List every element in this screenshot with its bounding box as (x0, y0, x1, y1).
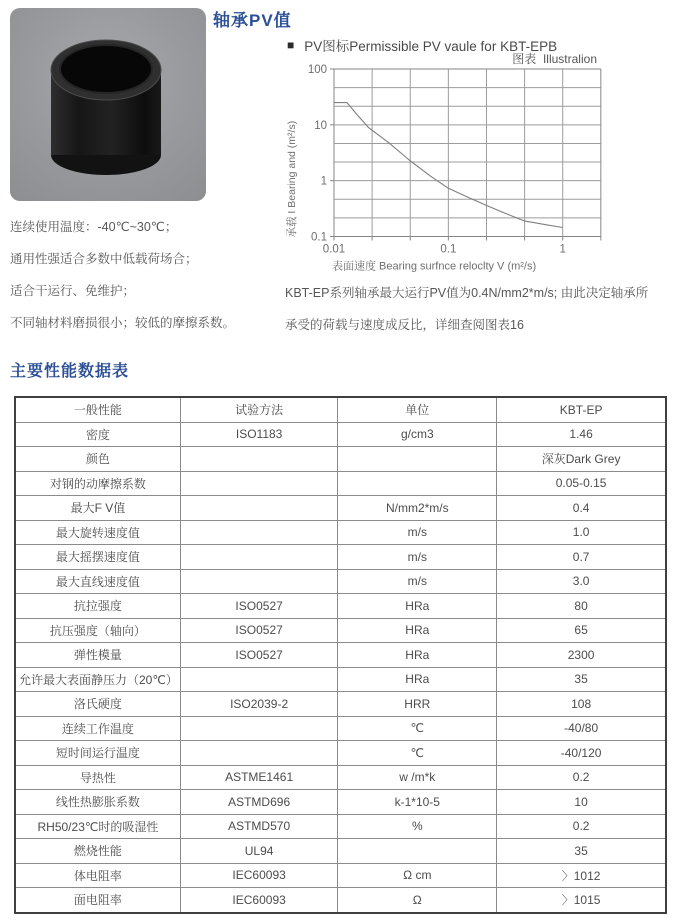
table-row (15, 496, 666, 521)
table-cell: ASTMD570 (180, 814, 338, 839)
y-tick-label: 100 (307, 64, 327, 76)
table-cell: 对钢的动摩擦系数 (15, 471, 180, 496)
table-cell (180, 716, 338, 741)
table-row (15, 569, 666, 594)
table-cell: 0.05-0.15 (497, 471, 666, 496)
table-row (15, 814, 666, 839)
x-tick-label: 0.01 (322, 243, 346, 256)
pv-chart (280, 55, 675, 277)
y-tick-label: 0.1 (311, 231, 327, 244)
table-cell: ISO0527 (180, 618, 338, 643)
table-cell: 80 (497, 594, 666, 619)
table-cell (180, 545, 338, 570)
table-cell: 〉1015 (497, 888, 666, 913)
table-cell: 1.0 (497, 520, 666, 545)
table-cell: 35 (497, 667, 666, 692)
table-cell: Ω cm (338, 863, 497, 888)
table-cell: 燃烧性能 (15, 839, 180, 864)
feature-item: 连续使用温度：-40℃~30℃； (10, 220, 178, 234)
table-cell: 〉1012 (497, 863, 666, 888)
table-cell: -40/120 (497, 741, 666, 766)
feature-item: 适合干运行、免维护； (10, 284, 136, 298)
table-cell: 连续工作温度 (15, 716, 180, 741)
table-cell: 面电阻率 (15, 888, 180, 913)
table-cell (180, 496, 338, 521)
table-cell: 深灰Dark Grey (497, 447, 666, 472)
table-row (15, 765, 666, 790)
table-cell: 0.7 (497, 545, 666, 570)
table-cell: ASTME1461 (180, 765, 338, 790)
table-cell: 密度 (15, 422, 180, 447)
table-cell: HRa (338, 667, 497, 692)
table-cell: 2300 (497, 643, 666, 668)
table-cell: 0.2 (497, 814, 666, 839)
table-row (15, 520, 666, 545)
table-cell: 3.0 (497, 569, 666, 594)
pv-notes (285, 281, 679, 345)
table-row (15, 888, 666, 913)
y-tick-label: 1 (320, 175, 327, 188)
table-cell (180, 520, 338, 545)
table-cell: UL94 (180, 839, 338, 864)
table-cell: 抗压强度（轴向） (15, 618, 180, 643)
pv-note-line: 承受的荷载与速度成反比，详细查阅图表16 (285, 318, 524, 332)
table-cell: 最大F V值 (15, 496, 180, 521)
table-cell: 35 (497, 839, 666, 864)
table-row (15, 741, 666, 766)
table-cell: ISO2039-2 (180, 692, 338, 717)
table-cell: 颜色 (15, 447, 180, 472)
table-cell: 0.2 (497, 765, 666, 790)
performance-table-body (15, 422, 666, 913)
table-cell: 0.4 (497, 496, 666, 521)
table-cell: ISO1183 (180, 422, 338, 447)
table-cell (338, 447, 497, 472)
table-cell (180, 569, 338, 594)
table-row (15, 594, 666, 619)
table-cell: HRa (338, 594, 497, 619)
bullet-square-icon: ■ (287, 38, 295, 52)
table-cell: HRR (338, 692, 497, 717)
feature-list (10, 211, 282, 339)
product-photo (10, 8, 206, 201)
table-row (15, 545, 666, 570)
table-cell: 短时间运行温度 (15, 741, 180, 766)
table-cell: HRa (338, 643, 497, 668)
table-title: 主要性能数据表 (10, 363, 130, 380)
table-cell: m/s (338, 545, 497, 570)
bushing-illustration (10, 8, 206, 201)
table-cell: 1.46 (497, 422, 666, 447)
table-cell: RH50/23℃时的吸湿性 (15, 814, 180, 839)
table-cell: 最大直线速度值 (15, 569, 180, 594)
table-header-row (15, 397, 666, 422)
table-header-cell: 单位 (338, 397, 497, 422)
table-cell: Ω (338, 888, 497, 913)
table-cell: g/cm3 (338, 422, 497, 447)
table-cell: m/s (338, 520, 497, 545)
table-cell: 108 (497, 692, 666, 717)
table-cell: HRa (338, 618, 497, 643)
table-cell (180, 447, 338, 472)
x-tick-label: 1 (559, 243, 566, 256)
table-cell: ℃ (338, 716, 497, 741)
table-cell (338, 839, 497, 864)
chart-heading-text: PV图标Permissible PV vaule for KBT-EPB (304, 39, 558, 54)
table-cell: IEC60093 (180, 888, 338, 913)
table-cell: N/mm2*m/s (338, 496, 497, 521)
y-tick-label: 10 (314, 119, 327, 132)
table-cell: 体电阻率 (15, 863, 180, 888)
table-cell: ISO0527 (180, 643, 338, 668)
table-cell: ISO0527 (180, 594, 338, 619)
performance-table (14, 396, 667, 914)
table-row (15, 422, 666, 447)
chart-caption: 图表 Illustralion (512, 52, 597, 66)
table-row (15, 643, 666, 668)
table-row (15, 618, 666, 643)
table-cell (180, 471, 338, 496)
table-row (15, 471, 666, 496)
table-cell: w /m*k (338, 765, 497, 790)
table-cell: 洛氏硬度 (15, 692, 180, 717)
table-cell (180, 667, 338, 692)
table-cell: 导热性 (15, 765, 180, 790)
table-cell: 弹性模量 (15, 643, 180, 668)
table-row (15, 839, 666, 864)
table-row (15, 790, 666, 815)
performance-table-head (15, 397, 666, 422)
table-cell: % (338, 814, 497, 839)
table-cell: ASTMD696 (180, 790, 338, 815)
table-row (15, 447, 666, 472)
table-cell: k-1*10-5 (338, 790, 497, 815)
table-cell: 线性热膨胀系数 (15, 790, 180, 815)
table-row (15, 863, 666, 888)
page-title: 轴承PV值 (213, 11, 292, 30)
table-header-cell: KBT-EP (497, 397, 666, 422)
table-row (15, 667, 666, 692)
table-cell (338, 471, 497, 496)
table-cell: 65 (497, 618, 666, 643)
feature-item: 不同轴材料磨损很小；较低的摩擦系数。 (10, 316, 236, 330)
table-row (15, 692, 666, 717)
table-cell: 最大旋转速度值 (15, 520, 180, 545)
table-cell: 最大摇摆速度值 (15, 545, 180, 570)
table-header-cell: 试验方法 (180, 397, 338, 422)
y-axis-label: 承载 I Bearing and (m²/s) (286, 120, 298, 238)
table-header-cell: 一般性能 (15, 397, 180, 422)
table-cell: IEC60093 (180, 863, 338, 888)
pv-note-line: KBT-EP系列轴承最大运行PV值为0.4N/mm2*m/s; 由此决定轴承所 (285, 286, 649, 300)
table-cell: 允许最大表面静压力（20℃） (15, 667, 180, 692)
table-cell: 抗拉强度 (15, 594, 180, 619)
table-cell: -40/80 (497, 716, 666, 741)
x-axis-label: 表面速度 Bearing surfnce reloclty V (m²/s) (332, 260, 537, 273)
table-cell (180, 741, 338, 766)
table-cell: 10 (497, 790, 666, 815)
table-row (15, 716, 666, 741)
table-cell: ℃ (338, 741, 497, 766)
x-tick-label: 0.1 (440, 243, 457, 256)
table-cell: m/s (338, 569, 497, 594)
feature-item: 通用性强适合多数中低载荷场合； (10, 252, 198, 266)
